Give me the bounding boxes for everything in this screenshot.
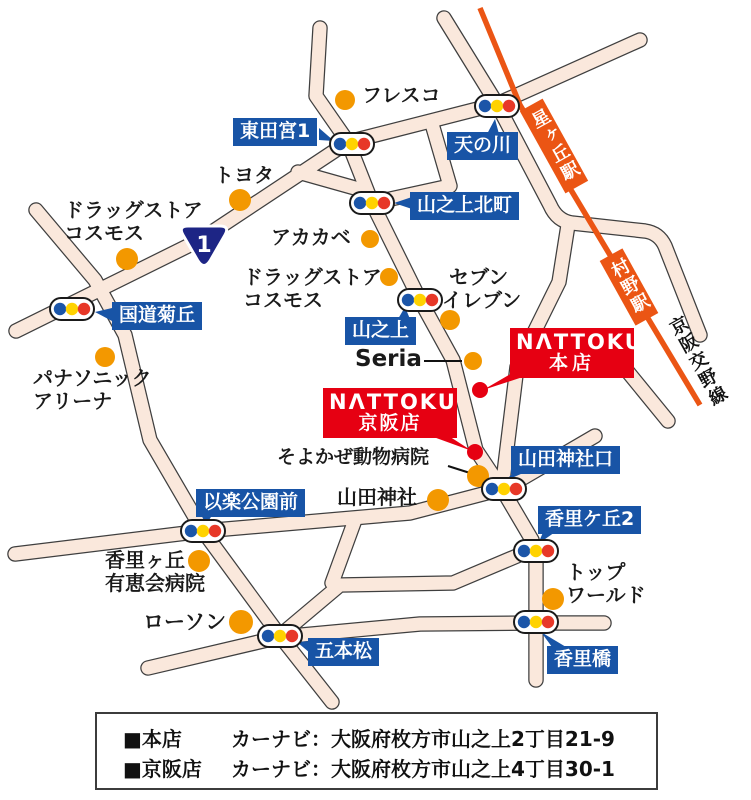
badge-gohonmatsu: 五本松 — [308, 638, 379, 666]
label-seven-eleven — [442, 266, 521, 312]
dot-seria — [464, 352, 482, 370]
traffic-light-yamada-jinja-guchi — [482, 478, 526, 500]
traffic-light-yamanoue-kitamachi — [350, 192, 394, 214]
legend-row-keihan — [123, 754, 656, 784]
badge-yamanoue: 山之上 — [345, 317, 416, 345]
dot-akakabe — [361, 230, 379, 248]
label-line: 香里ヶ丘 — [105, 548, 185, 572]
label-line: イレブン — [442, 288, 522, 312]
signal-lens-yellow — [491, 100, 503, 112]
signal-lens-blue — [354, 197, 366, 209]
label-topworld — [566, 561, 646, 607]
label-cosmos-nw — [64, 199, 203, 245]
signal-lens-blue — [402, 294, 414, 306]
leader-line-soyokaze — [448, 466, 470, 473]
badge-higashitamiya: 東田宮1 — [233, 118, 317, 146]
signal-lens-blue — [262, 630, 274, 642]
label-line: ドラッグストア — [64, 198, 203, 222]
label-line: コスモス — [243, 288, 323, 312]
traffic-light-kokudo-kikugaoka — [50, 298, 94, 320]
label-cosmos-center — [243, 266, 382, 312]
signal-lens-red — [286, 630, 298, 642]
signal-lens-yellow — [66, 303, 78, 315]
legend-box — [95, 712, 658, 790]
signal-lens-red — [503, 100, 515, 112]
signal-lens-red — [358, 138, 370, 150]
legend-navi-address: カーナビ：大阪府枚方市山之上4丁目30-1 — [231, 757, 615, 781]
route-number: 1 — [196, 233, 212, 258]
badge-iraku-koen-mae: 以楽公園前 — [196, 489, 305, 517]
signal-lens-yellow — [274, 630, 286, 642]
signal-lens-blue — [54, 303, 66, 315]
dot-toyota — [229, 189, 251, 211]
dot-cosmos-nw — [116, 248, 138, 270]
railway-line-name: 京阪交野線 — [664, 312, 731, 411]
signal-lens-yellow — [366, 197, 378, 209]
signal-lens-red — [378, 197, 390, 209]
dot-lawson — [229, 610, 253, 634]
label-line: トップ — [566, 560, 626, 584]
traffic-light-gohonmatsu — [258, 625, 302, 647]
signal-lens-yellow — [498, 483, 510, 495]
signal-lens-blue — [518, 616, 530, 628]
callout-tail — [541, 632, 566, 647]
legend-store-label: ■京阪店 — [123, 757, 202, 781]
signal-lens-yellow — [530, 545, 542, 557]
dot-fresco — [335, 90, 355, 110]
store-name: 本店 — [548, 352, 595, 375]
store-logo: NΛTTOKU — [329, 390, 457, 414]
signal-lens-blue — [185, 525, 197, 537]
dot-yamada-jinja — [427, 489, 449, 511]
traffic-light-koribashi — [514, 611, 558, 633]
store-badge-keihan — [323, 388, 457, 438]
signal-lens-red — [510, 483, 522, 495]
dot-store-keihan — [467, 444, 483, 460]
signal-lens-blue — [486, 483, 498, 495]
road — [502, 489, 536, 680]
label-soyokaze-animal-hospital: そよかぜ動物病院 — [277, 446, 430, 468]
signal-lens-yellow — [414, 294, 426, 306]
label-line: ドラッグストア — [243, 265, 382, 289]
label-line: ワールド — [566, 583, 646, 607]
legend-row-honten — [123, 724, 656, 754]
road — [316, 28, 348, 142]
badge-yamanoue-kitamachi: 山之上北町 — [410, 192, 519, 220]
label-seria: Seria — [355, 346, 422, 372]
badge-yamada-jinja-guchi: 山田神社口 — [511, 446, 620, 474]
badge-amanogawa: 天の川 — [447, 132, 518, 160]
station-badge-murano: 村野駅 — [600, 248, 659, 325]
signal-lens-blue — [334, 138, 346, 150]
label-lawson: ローソン — [143, 610, 227, 634]
dot-cosmos-center — [380, 268, 398, 286]
traffic-light-higashitamiya — [330, 133, 374, 155]
badge-kokudo-kikugaoka: 国道菊丘 — [112, 302, 202, 330]
signal-lens-yellow — [346, 138, 358, 150]
label-yamada-jinja: 山田神社 — [337, 485, 417, 509]
label-line: コスモス — [64, 221, 144, 245]
store-name: 京阪店 — [358, 412, 422, 435]
legend-store-label: ■本店 — [123, 727, 182, 751]
traffic-light-iraku-koen-mae — [181, 520, 225, 542]
road — [298, 172, 362, 190]
signal-lens-yellow — [197, 525, 209, 537]
road — [497, 104, 700, 335]
dot-store-honten — [472, 382, 488, 398]
signal-lens-red — [426, 294, 438, 306]
label-fresco: フレスコ — [362, 83, 441, 107]
signal-lens-red — [542, 545, 554, 557]
dot-panasonic — [95, 347, 115, 367]
signal-lens-red — [542, 616, 554, 628]
label-akakabe: アカカベ — [271, 225, 351, 249]
label-line: パナソニック — [33, 366, 152, 390]
badge-koribashi: 香里橋 — [547, 646, 618, 674]
label-toyota: トヨタ — [214, 163, 274, 187]
store-logo: NΛTTOKU — [516, 330, 644, 354]
label-line: 有恵会病院 — [105, 571, 205, 595]
signal-lens-blue — [479, 100, 491, 112]
label-line: アリーナ — [33, 389, 113, 413]
label-panasonic-arena — [33, 367, 152, 413]
label-yukeikai-hospital — [105, 549, 205, 595]
station-badge-hoshigaoka: 星ヶ丘駅 — [520, 99, 588, 194]
signal-lens-blue — [518, 545, 530, 557]
dot-seven-eleven — [440, 310, 460, 330]
signal-lens-red — [209, 525, 221, 537]
traffic-light-yamanoue — [398, 289, 442, 311]
dot-topworld — [542, 588, 564, 610]
store-badge-honten — [510, 328, 644, 378]
traffic-light-korigaoka-2 — [514, 540, 558, 562]
traffic-light-amanogawa — [475, 95, 519, 117]
badge-korigaoka-2: 香里ケ丘2 — [538, 506, 641, 534]
label-line: セブン — [449, 265, 509, 289]
legend-navi-address: カーナビ：大阪府枚方市山之上2丁目21-9 — [231, 727, 615, 751]
road — [628, 372, 668, 421]
signal-lens-yellow — [530, 616, 542, 628]
signal-lens-red — [78, 303, 90, 315]
